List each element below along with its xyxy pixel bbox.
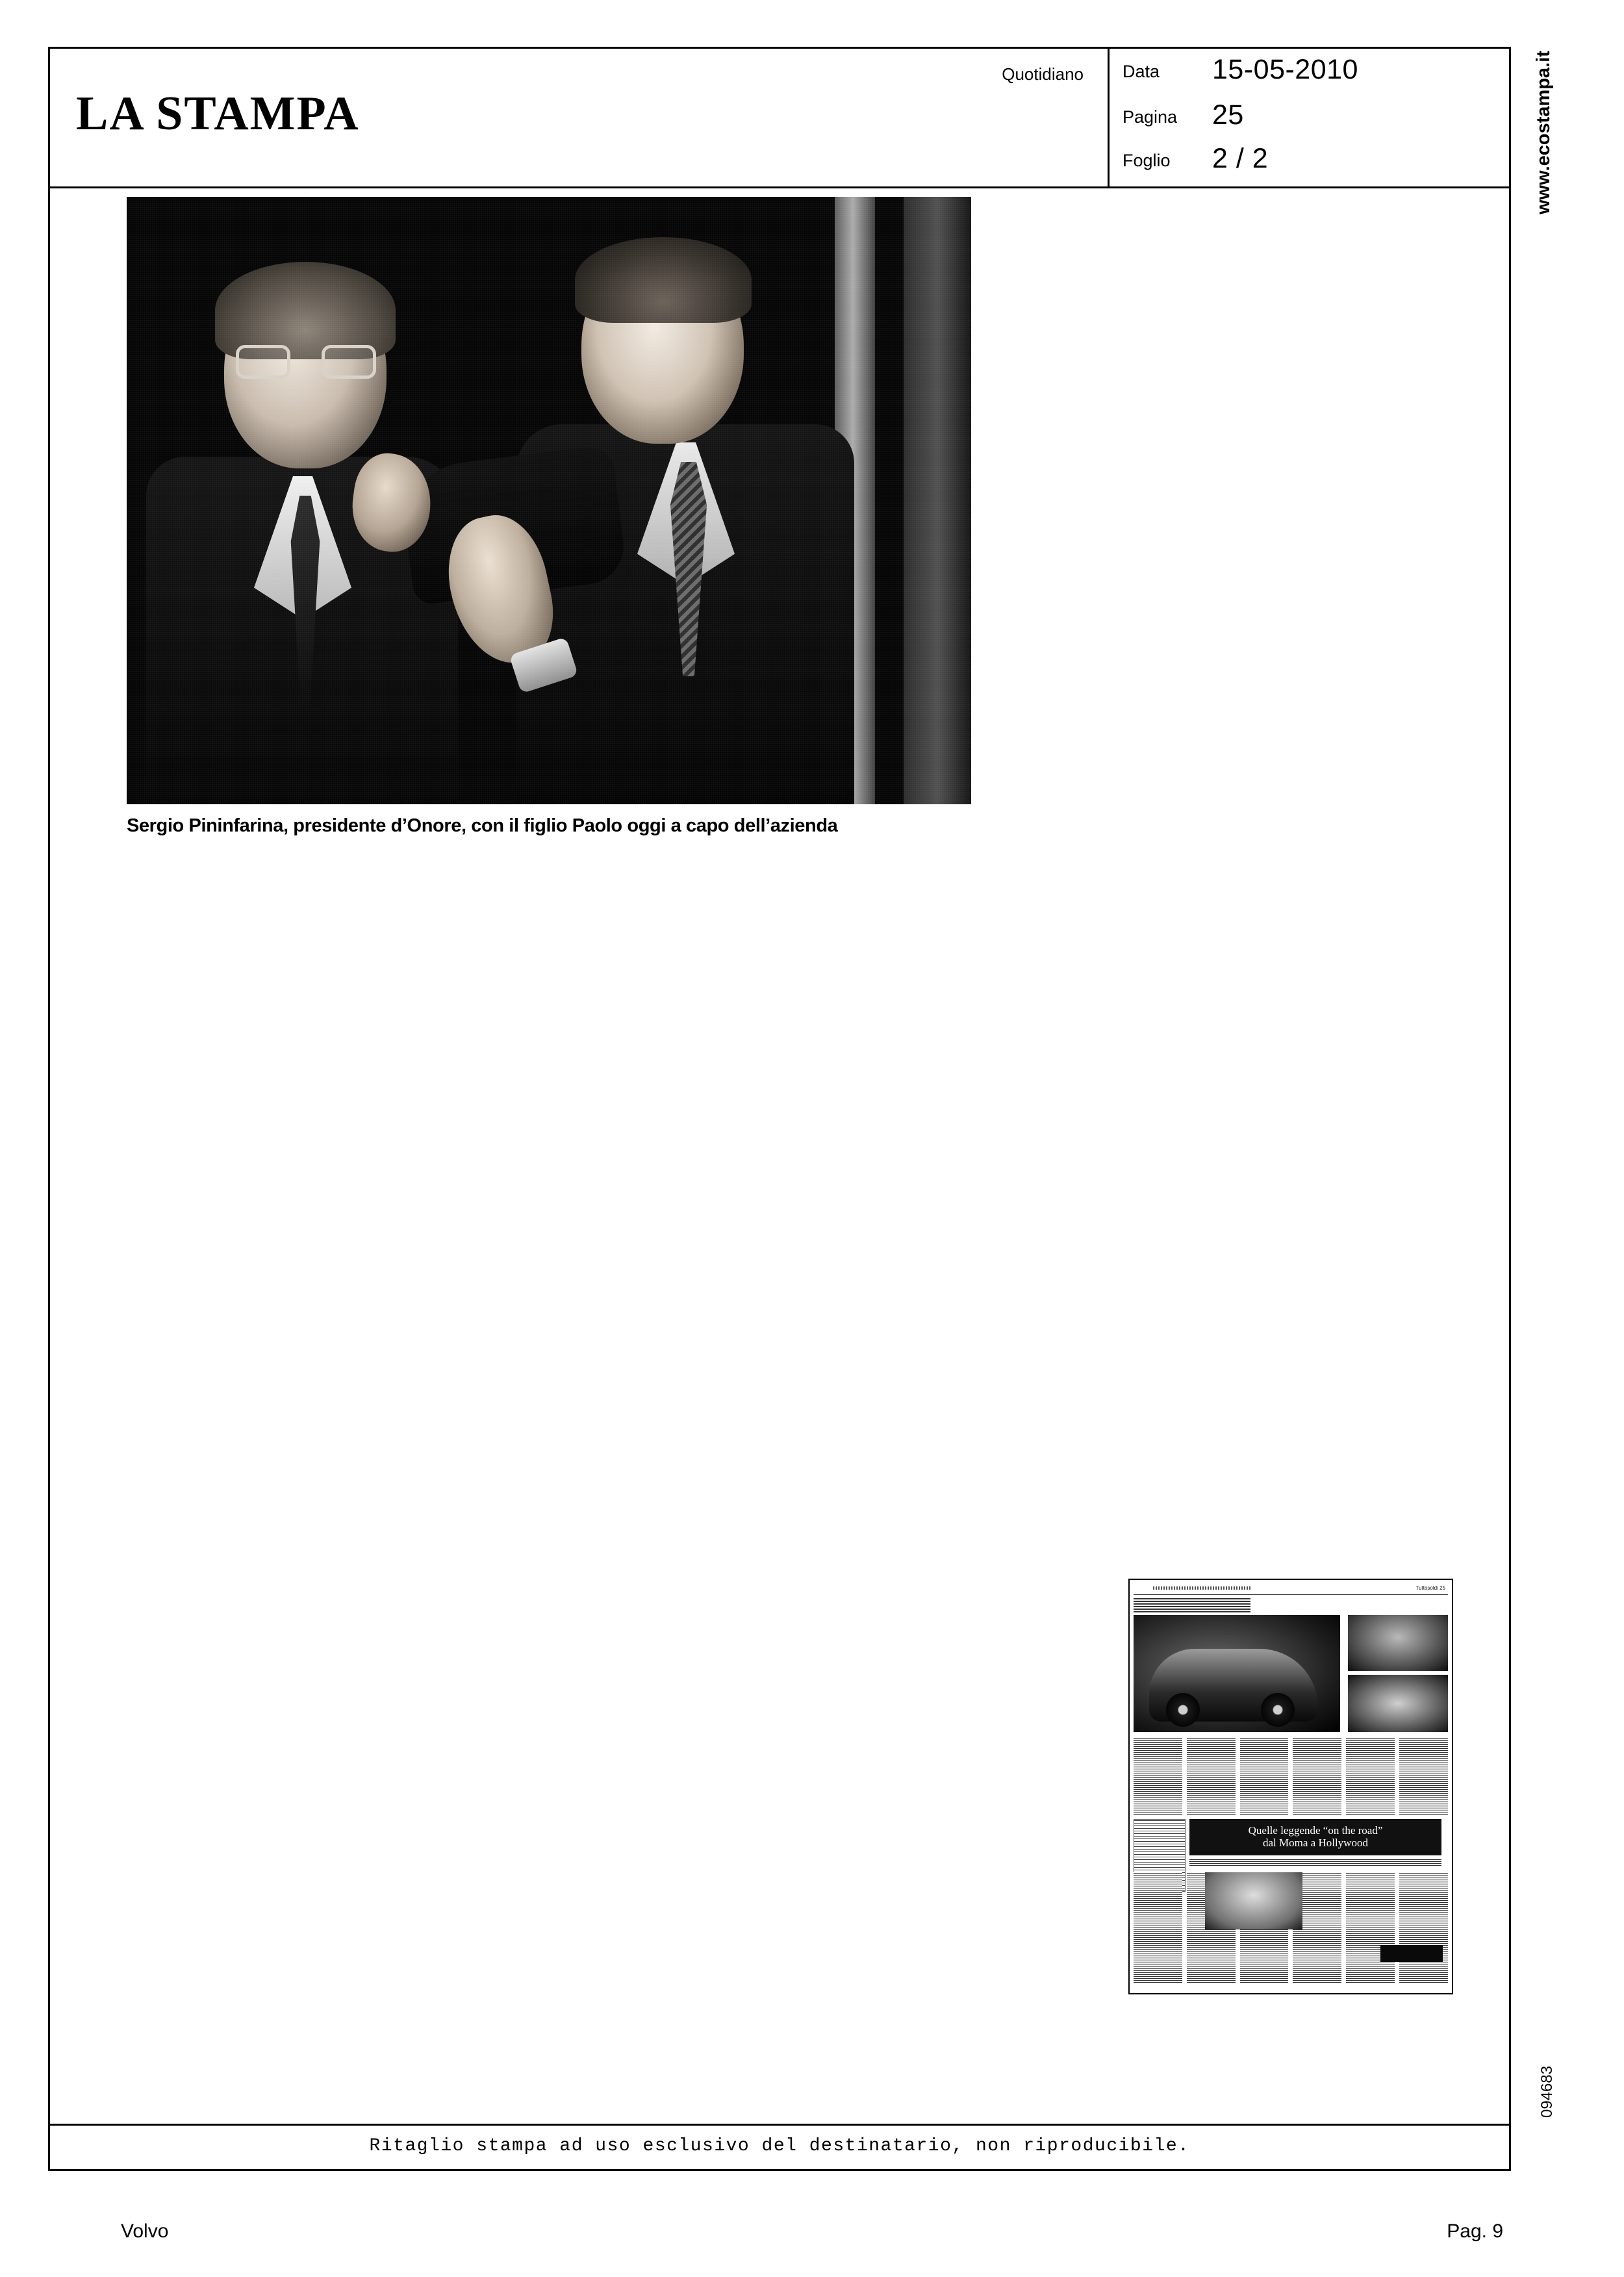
article-photo [127,197,971,804]
photo-caption: Sergio Pininfarina, presidente d’Onore, con il figlio Paolo oggi a capo dell’azienda [127,815,838,836]
thumb-column [1134,1872,1182,1983]
thumb-column [1346,1872,1395,1983]
thumb-headline-subtext [1189,1858,1441,1866]
usage-notice-bar [50,2124,1509,2169]
newspaper-title: LA STAMPA [76,87,360,140]
service-website: www.ecostampa.it [1533,51,1554,214]
periodicity-label: Quotidiano [1002,64,1084,84]
meta-label-data: Data [1123,62,1160,81]
thumb-page-label: Tuttosoldi 25 [1415,1585,1445,1591]
thumb-car-wheel-front [1166,1693,1200,1727]
thumb-lede-text [1134,1598,1250,1612]
clipping-code: 094683 [1538,2065,1556,2118]
thumb-column [1399,1737,1448,1815]
footer-page-number: Pag. 9 [1447,2220,1503,2242]
thumb-column [1293,1737,1341,1815]
thumb-side-photo-top [1348,1615,1448,1671]
thumb-column [1240,1737,1289,1815]
masthead [50,49,1509,188]
thumb-column [1187,1737,1236,1815]
thumb-headline-line2: dal Moma a Hollywood [1263,1837,1368,1849]
thumb-headline-line1: Quelle leggende “on the road” [1248,1824,1383,1837]
meta-row-pagina [1110,97,1513,142]
clipping-body [50,188,1509,2122]
article-photo-block [127,197,971,836]
meta-value-pagina: 25 [1212,99,1244,131]
meta-label-pagina: Pagina [1123,107,1178,127]
thumb-header [1134,1584,1448,1595]
thumb-dark-box [1380,1945,1443,1962]
meta-row-foglio [1110,140,1513,186]
thumb-column [1399,1872,1448,1983]
thumb-lower-photo [1205,1872,1302,1929]
thumb-main-photo [1134,1615,1340,1732]
page-thumbnail-content [1134,1584,1448,1989]
meta-row-data [1110,51,1513,97]
thumb-text-columns-upper [1134,1737,1448,1815]
photo-halftone-grain [127,197,971,804]
thumb-headline-banner [1189,1819,1441,1855]
footer-client-name: Volvo [121,2220,169,2242]
thumb-column [1346,1737,1395,1815]
thumb-column [1134,1737,1182,1815]
page-thumbnail [1128,1579,1453,1994]
publication-meta-box [1108,49,1513,186]
meta-value-data: 15-05-2010 [1212,54,1358,85]
thumb-header-rule [1153,1586,1250,1590]
clipping-frame [48,47,1511,2171]
thumb-car-wheel-rear [1261,1693,1295,1727]
meta-label-foglio: Foglio [1123,151,1171,170]
thumb-side-photo-bottom [1348,1675,1448,1732]
usage-notice-text: Ritaglio stampa ad uso esclusivo del destinatario, non riproducibile. [369,2136,1190,2156]
meta-value-foglio: 2 / 2 [1212,143,1269,174]
